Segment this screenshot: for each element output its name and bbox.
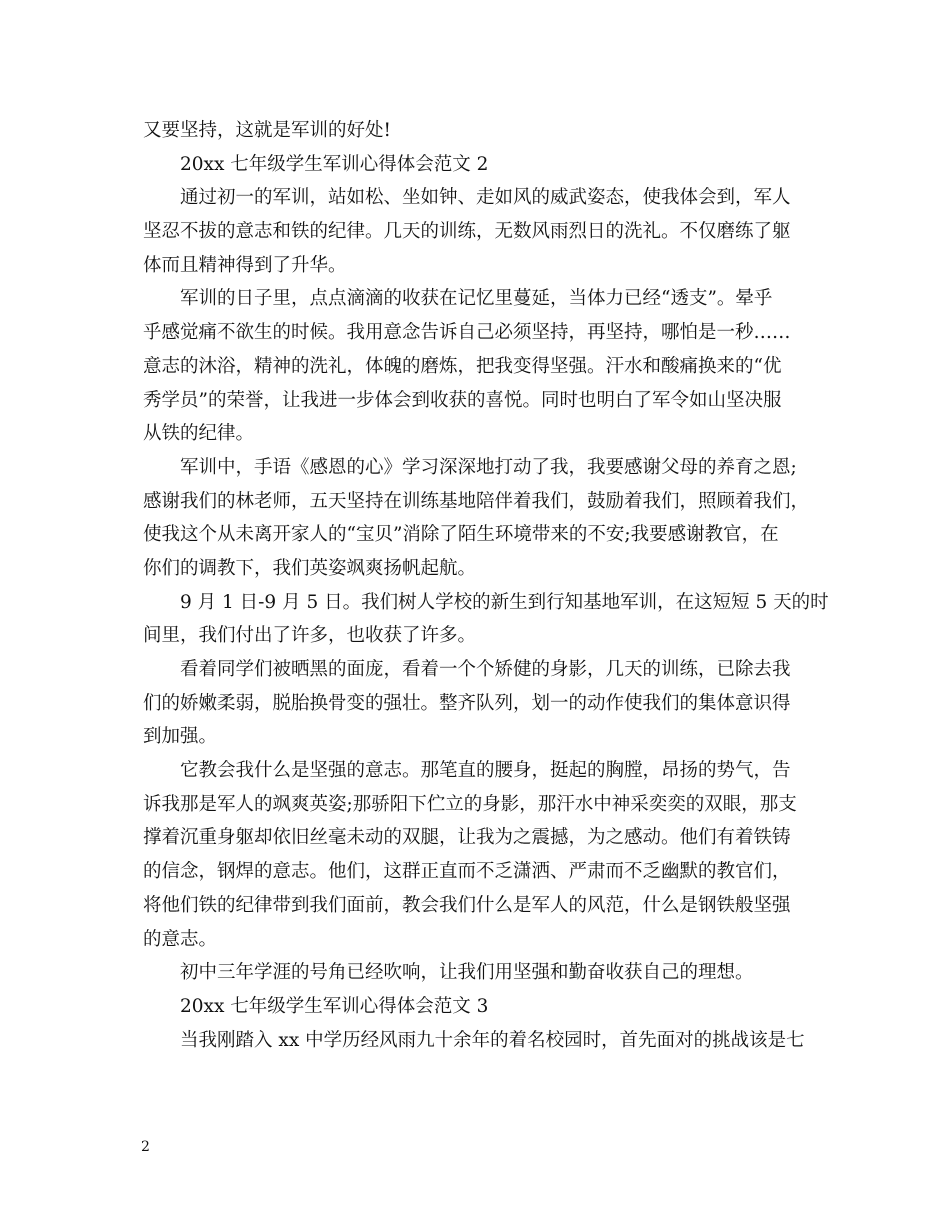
text-line: 间里，我们付出了许多，也收获了许多。 [143,625,477,647]
text-line: 的信念，钢焊的意志。他们，这群正直而不乏潇洒、严肃而不乏幽默的教官们， [143,861,791,883]
body-text [143,114,829,1057]
text-line: 当我刚踏入 xx 中学历经风雨九十余年的着名校园时，首先面对的挑战该是七 [180,1029,805,1051]
text-line: 又要坚持，这就是军训的好处! [143,120,391,141]
text-line: 初中三年学涯的号角已经吹响，让我们用坚强和勤奋收获自己的理想。 [180,962,754,984]
text-line: 你们的调教下，我们英姿飒爽扬帆起航。 [143,557,477,579]
text-line: 诉我那是军人的飒爽英姿;那骄阳下伫立的身影，那汗水中神采奕奕的双眼，那支 [143,793,797,815]
text-line: 从铁的纪律。 [143,423,255,445]
text-line: 使我这个从未离开家人的“宝贝”消除了陌生环境带来的不安;我要感谢教官，在 [143,524,779,546]
text-line: 感谢我们的林老师，五天坚持在训练基地陪伴着我们，鼓励着我们，照顾着我们， [143,490,810,512]
text-line: 9 月 1 日-9 月 5 日。我们树人学校的新生到行知基地军训，在这短短 5 天的时 [180,591,829,613]
text-line: 到加强。 [143,726,218,748]
text-line: 军训中，手语《感恩的心》学习深深地打动了我，我要感谢父母的养育之恩; [180,456,797,478]
text-line: 们的娇嫩柔弱，脱胎换骨变的强壮。整齐队列，划一的动作使我们的集体意识得 [143,692,791,714]
text-line: 乎感觉痛不欲生的时候。我用意念告诉自己必须坚持，再坚持，哪怕是一秒…… [143,322,791,344]
text-line: 将他们铁的纪律带到我们面前，教会我们什么是军人的风范，什么是钢铁般坚强 [143,894,791,916]
text-line: 它教会我什么是坚强的意志。那笔直的腰身，挺起的胸膛，昂扬的势气，告 [180,760,791,782]
page-number: 2 [141,1139,150,1155]
text-line: 看着同学们被晒黑的面庞，看着一个个矫健的身影，几天的训练，已除去我 [180,659,791,680]
text-line: 秀学员”的荣誉，让我进一步体会到收获的喜悦。同时也明白了军令如山坚决服 [143,389,782,411]
text-line: 撑着沉重身躯却依旧丝毫未动的双腿，让我为之震撼，为之感动。他们有着铁铸 [143,827,791,849]
text-line: 20xx 七年级学生军训心得体会范文 3 [180,995,489,1017]
text-line: 军训的日子里，点点滴滴的收获在记忆里蔓延，当体力已经“透支”。晕乎 [180,288,773,310]
text-line: 坚忍不拔的意志和铁的纪律。几天的训练，无数风雨烈日的洗礼。不仅磨练了躯 [143,221,791,243]
text-line: 意志的沐浴，精神的洗礼，体魄的磨炼，把我变得坚强。汗水和酸痛换来的“优 [143,355,782,377]
text-line: 的意志。 [143,928,218,950]
text-line: 通过初一的军训，站如松、坐如钟、走如风的威武姿态，使我体会到，军人 [180,187,791,209]
text-line: 20xx 七年级学生军训心得体会范文 2 [180,153,489,175]
text-line: 体而且精神得到了升华。 [143,254,347,276]
